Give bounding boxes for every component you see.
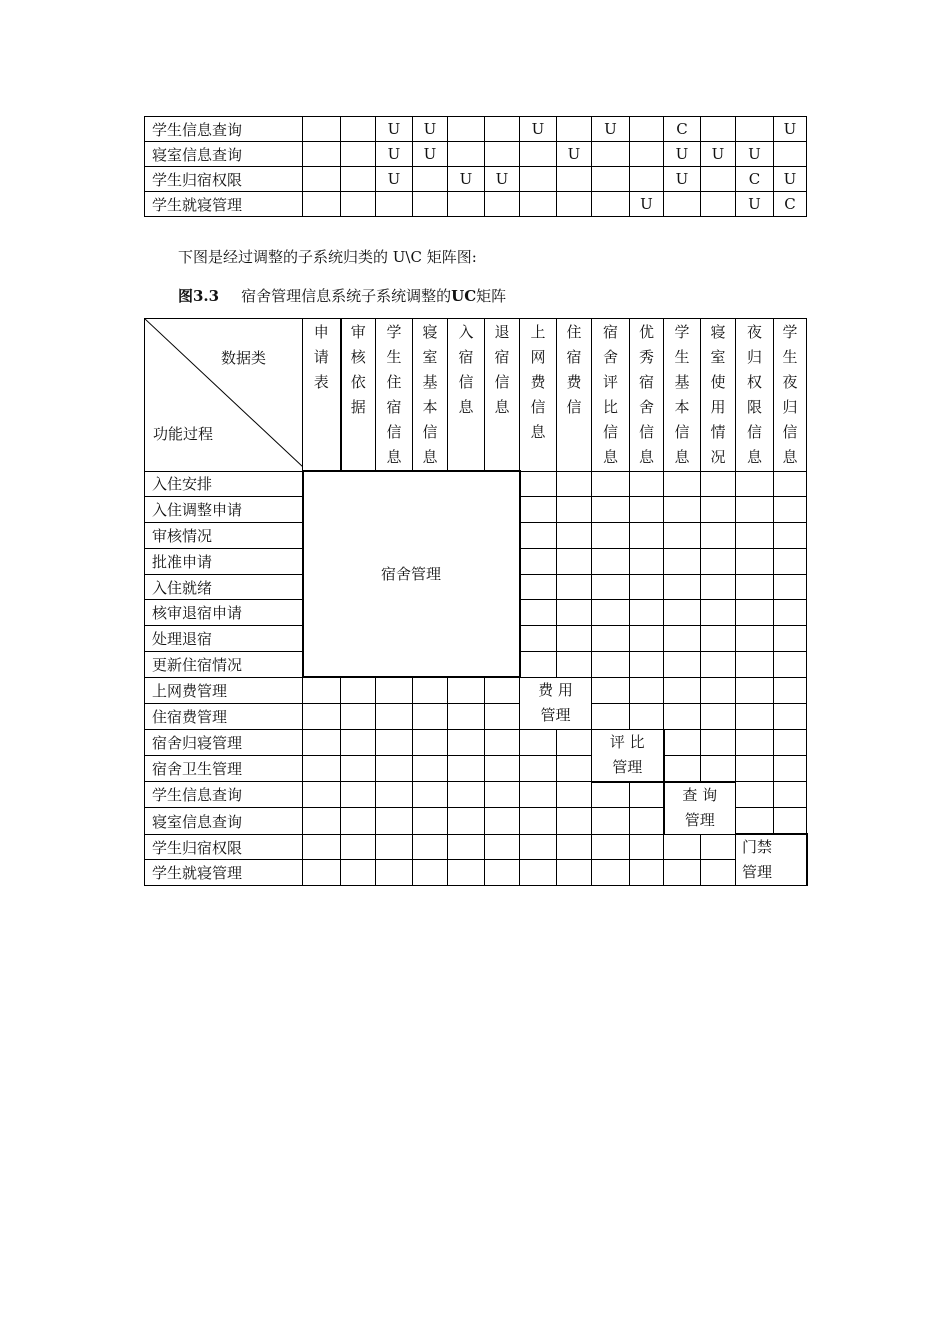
uc-cell xyxy=(376,192,413,217)
matrix-cell xyxy=(413,704,448,730)
matrix-cell xyxy=(448,729,485,755)
matrix-cell xyxy=(557,626,592,652)
matrix-cell xyxy=(448,834,485,860)
matrix-cell xyxy=(557,497,592,523)
matrix-cell xyxy=(557,729,592,755)
matrix-cell xyxy=(413,782,448,808)
matrix-cell xyxy=(630,497,664,523)
corner-process-label: 功能过程 xyxy=(153,425,214,443)
uc-cell: C xyxy=(736,167,774,192)
table-row xyxy=(145,729,807,755)
function-name: 更新住宿情况 xyxy=(145,652,303,678)
matrix-cell xyxy=(664,729,701,755)
matrix-cell xyxy=(413,677,448,703)
uc-cell xyxy=(557,167,592,192)
matrix-cell xyxy=(413,834,448,860)
matrix-cell xyxy=(774,548,807,574)
uc-cell xyxy=(701,117,736,142)
matrix-cell xyxy=(485,834,520,860)
matrix-cell xyxy=(630,704,664,730)
function-name: 宿舍归寝管理 xyxy=(145,729,303,755)
matrix-cell xyxy=(485,808,520,834)
uc-cell xyxy=(448,192,485,217)
uc-cell: U xyxy=(736,142,774,167)
intro-text: 下图是经过调整的子系统归类的 U\C 矩阵图: xyxy=(178,248,477,266)
matrix-cell xyxy=(448,860,485,886)
uc-cell: U xyxy=(448,167,485,192)
function-name: 住宿费管理 xyxy=(145,704,303,730)
matrix-cell xyxy=(520,652,557,678)
matrix-cell xyxy=(557,574,592,600)
matrix-cell xyxy=(592,497,630,523)
matrix-cell xyxy=(701,652,736,678)
function-name: 入住调整申请 xyxy=(145,497,303,523)
matrix-cell xyxy=(664,574,701,600)
matrix-cell xyxy=(520,782,557,808)
matrix-cell xyxy=(774,626,807,652)
table-row xyxy=(145,860,807,886)
matrix-cell xyxy=(630,574,664,600)
uc-cell xyxy=(736,117,774,142)
matrix-cell xyxy=(774,471,807,497)
matrix-cell xyxy=(630,860,664,886)
uc-cell xyxy=(448,117,485,142)
corner-cell xyxy=(145,319,303,472)
matrix-cell xyxy=(630,677,664,703)
matrix-cell xyxy=(664,704,701,730)
matrix-cell xyxy=(701,677,736,703)
uc-cell xyxy=(341,192,376,217)
uc-cell xyxy=(592,142,630,167)
matrix-cell xyxy=(376,704,413,730)
matrix-cell xyxy=(485,704,520,730)
uc-cell xyxy=(630,167,664,192)
matrix-cell xyxy=(303,860,341,886)
matrix-cell xyxy=(736,652,774,678)
group-dorm-management: 宿舍管理 xyxy=(303,471,520,677)
matrix-cell xyxy=(774,704,807,730)
table-row xyxy=(145,834,807,860)
matrix-cell xyxy=(664,677,701,703)
matrix-cell xyxy=(774,755,807,781)
table-row xyxy=(145,755,807,781)
matrix-cell xyxy=(701,860,736,886)
matrix-cell xyxy=(448,704,485,730)
matrix-cell xyxy=(485,755,520,781)
matrix-cell xyxy=(630,523,664,549)
matrix-cell xyxy=(303,834,341,860)
matrix-cell xyxy=(630,834,664,860)
matrix-cell xyxy=(557,808,592,834)
matrix-cell xyxy=(341,729,376,755)
matrix-cell xyxy=(736,471,774,497)
matrix-cell xyxy=(448,677,485,703)
column-header: 申 请 表 xyxy=(303,319,341,472)
table-row xyxy=(145,471,807,497)
uc-cell: C xyxy=(774,192,807,217)
uc-cell: C xyxy=(664,117,701,142)
matrix-cell xyxy=(736,626,774,652)
uc-cell xyxy=(520,167,557,192)
column-header: 寝 室 基 本 信 息 xyxy=(413,319,448,472)
matrix-cell xyxy=(736,523,774,549)
matrix-cell xyxy=(592,860,630,886)
uc-cell xyxy=(485,192,520,217)
uc-cell xyxy=(485,117,520,142)
function-name: 学生信息查询 xyxy=(145,782,303,808)
uc-cell xyxy=(448,142,485,167)
uc-cell: U xyxy=(413,117,448,142)
table-row xyxy=(145,704,807,730)
matrix-cell xyxy=(736,755,774,781)
table-row xyxy=(145,782,807,808)
matrix-cell xyxy=(376,808,413,834)
matrix-cell xyxy=(341,755,376,781)
uc-cell: U xyxy=(774,117,807,142)
uc-cell xyxy=(303,142,341,167)
matrix-cell xyxy=(520,523,557,549)
table-row xyxy=(145,117,807,142)
matrix-cell xyxy=(303,677,341,703)
matrix-cell xyxy=(664,755,701,781)
matrix-cell xyxy=(520,808,557,834)
uc-cell: U xyxy=(774,167,807,192)
matrix-cell xyxy=(341,834,376,860)
uc-cell xyxy=(701,167,736,192)
uc-cell xyxy=(485,142,520,167)
matrix-cell xyxy=(303,808,341,834)
function-name: 入住安排 xyxy=(145,471,303,497)
uc-cell: U xyxy=(413,142,448,167)
matrix-cell xyxy=(664,834,701,860)
function-name: 处理退宿 xyxy=(145,626,303,652)
function-name: 入住就绪 xyxy=(145,574,303,600)
matrix-cell xyxy=(592,652,630,678)
matrix-cell xyxy=(520,471,557,497)
matrix-cell xyxy=(664,600,701,626)
figure-caption: 图3.3 宿舍管理信息系统子系统调整的UC矩阵 xyxy=(178,287,507,305)
matrix-cell xyxy=(774,782,807,808)
uc-cell xyxy=(341,117,376,142)
matrix-cell xyxy=(630,471,664,497)
matrix-cell xyxy=(774,729,807,755)
matrix-cell xyxy=(376,782,413,808)
matrix-cell xyxy=(448,755,485,781)
uc-cell xyxy=(413,192,448,217)
table-row xyxy=(145,677,807,703)
matrix-cell xyxy=(774,523,807,549)
matrix-cell xyxy=(701,755,736,781)
uc-cell xyxy=(557,117,592,142)
matrix-cell xyxy=(303,704,341,730)
uc-cell: U xyxy=(376,142,413,167)
matrix-cell xyxy=(630,626,664,652)
matrix-cell xyxy=(701,600,736,626)
uc-cell xyxy=(592,192,630,217)
column-header: 夜 归 权 限 信 息 xyxy=(736,319,774,472)
matrix-cell xyxy=(341,704,376,730)
matrix-cell xyxy=(376,677,413,703)
matrix-cell xyxy=(774,808,807,834)
uc-cell xyxy=(774,142,807,167)
matrix-cell xyxy=(557,860,592,886)
function-name: 寝室信息查询 xyxy=(145,808,303,834)
column-header: 退 宿 信 息 xyxy=(485,319,520,472)
matrix-cell xyxy=(736,704,774,730)
matrix-cell xyxy=(592,808,630,834)
matrix-cell xyxy=(592,523,630,549)
matrix-cell xyxy=(701,574,736,600)
adjusted-uc-matrix xyxy=(144,318,808,886)
matrix-cell xyxy=(664,497,701,523)
matrix-cell xyxy=(592,704,630,730)
uc-cell: U xyxy=(557,142,592,167)
matrix-cell xyxy=(520,548,557,574)
matrix-cell xyxy=(485,677,520,703)
function-name: 学生归宿权限 xyxy=(145,167,303,192)
matrix-cell xyxy=(592,548,630,574)
matrix-cell xyxy=(557,548,592,574)
matrix-cell xyxy=(557,755,592,781)
function-name: 宿舍卫生管理 xyxy=(145,755,303,781)
matrix-cell xyxy=(520,626,557,652)
group-query-management: 查 询 管理 xyxy=(664,782,736,835)
uc-cell xyxy=(557,192,592,217)
matrix-cell xyxy=(376,729,413,755)
matrix-cell xyxy=(592,574,630,600)
matrix-cell xyxy=(592,834,630,860)
uc-cell xyxy=(592,167,630,192)
matrix-cell xyxy=(341,677,376,703)
uc-cell: U xyxy=(630,192,664,217)
matrix-cell xyxy=(303,755,341,781)
matrix-cell xyxy=(774,574,807,600)
matrix-cell xyxy=(664,860,701,886)
uc-cell xyxy=(303,192,341,217)
matrix-cell xyxy=(520,574,557,600)
matrix-cell xyxy=(376,860,413,886)
matrix-cell xyxy=(701,471,736,497)
matrix-cell xyxy=(701,548,736,574)
function-name: 上网费管理 xyxy=(145,677,303,703)
matrix-cell xyxy=(701,497,736,523)
matrix-cell xyxy=(664,548,701,574)
matrix-cell xyxy=(413,755,448,781)
matrix-cell xyxy=(557,834,592,860)
group-evaluation-management: 评 比 管理 xyxy=(592,729,664,781)
uc-cell xyxy=(630,117,664,142)
uc-cell xyxy=(664,192,701,217)
function-name: 学生就寝管理 xyxy=(145,860,303,886)
matrix-cell xyxy=(736,808,774,834)
matrix-cell xyxy=(413,808,448,834)
matrix-cell xyxy=(736,677,774,703)
column-header: 审 核 依 据 xyxy=(341,319,376,472)
matrix-cell xyxy=(736,729,774,755)
matrix-cell xyxy=(630,808,664,834)
function-name: 学生信息查询 xyxy=(145,117,303,142)
matrix-cell xyxy=(592,782,630,808)
function-name: 批准申请 xyxy=(145,548,303,574)
column-header: 学 生 基 本 信 息 xyxy=(664,319,701,472)
group-fee-management: 费 用 管理 xyxy=(520,677,592,729)
uc-cell xyxy=(701,192,736,217)
uc-cell: U xyxy=(520,117,557,142)
function-name: 寝室信息查询 xyxy=(145,142,303,167)
matrix-cell xyxy=(701,626,736,652)
table-row xyxy=(145,142,807,167)
column-header: 寝 室 使 用 情 况 xyxy=(701,319,736,472)
matrix-cell xyxy=(701,729,736,755)
matrix-cell xyxy=(630,600,664,626)
matrix-cell xyxy=(413,860,448,886)
matrix-cell xyxy=(592,471,630,497)
uc-cell xyxy=(630,142,664,167)
matrix-cell xyxy=(630,652,664,678)
table-row xyxy=(145,192,807,217)
figure-number: 图3.3 xyxy=(178,287,220,305)
matrix-cell xyxy=(774,652,807,678)
uc-cell xyxy=(520,192,557,217)
function-name: 审核情况 xyxy=(145,523,303,549)
uc-cell: U xyxy=(592,117,630,142)
column-header: 优 秀 宿 舍 信 息 xyxy=(630,319,664,472)
uc-cell xyxy=(520,142,557,167)
matrix-cell xyxy=(664,523,701,549)
uc-cell: U xyxy=(664,142,701,167)
matrix-cell xyxy=(485,782,520,808)
matrix-cell xyxy=(736,574,774,600)
matrix-cell xyxy=(592,626,630,652)
matrix-cell xyxy=(303,782,341,808)
uc-cell xyxy=(303,117,341,142)
matrix-cell xyxy=(341,808,376,834)
matrix-cell xyxy=(592,677,630,703)
matrix-cell xyxy=(557,600,592,626)
matrix-cell xyxy=(413,729,448,755)
matrix-cell xyxy=(520,755,557,781)
matrix-cell xyxy=(448,782,485,808)
matrix-cell xyxy=(520,834,557,860)
matrix-cell xyxy=(736,600,774,626)
matrix-cell xyxy=(736,782,774,808)
table-row xyxy=(145,167,807,192)
function-name: 学生归宿权限 xyxy=(145,834,303,860)
matrix-cell xyxy=(774,677,807,703)
uc-cell: U xyxy=(376,117,413,142)
matrix-header-row xyxy=(145,319,807,472)
matrix-cell xyxy=(736,548,774,574)
matrix-cell xyxy=(341,860,376,886)
matrix-cell xyxy=(341,782,376,808)
matrix-cell xyxy=(303,729,341,755)
matrix-cell xyxy=(774,497,807,523)
column-header: 学 生 夜 归 信 息 xyxy=(774,319,807,472)
matrix-cell xyxy=(520,600,557,626)
column-header: 入 宿 信 息 xyxy=(448,319,485,472)
uc-cell xyxy=(341,142,376,167)
matrix-cell xyxy=(557,523,592,549)
matrix-cell xyxy=(736,497,774,523)
column-header: 上 网 费 信 息 xyxy=(520,319,557,472)
matrix-cell xyxy=(520,729,557,755)
matrix-cell xyxy=(701,523,736,549)
matrix-cell xyxy=(774,600,807,626)
matrix-cell xyxy=(376,834,413,860)
matrix-cell xyxy=(557,652,592,678)
uc-cell: U xyxy=(701,142,736,167)
matrix-cell xyxy=(592,600,630,626)
matrix-cell xyxy=(664,652,701,678)
matrix-cell xyxy=(520,497,557,523)
matrix-cell xyxy=(701,704,736,730)
matrix-cell xyxy=(376,755,413,781)
group-access-control: 门禁 管理 xyxy=(736,834,807,886)
matrix-cell xyxy=(557,471,592,497)
matrix-cell xyxy=(485,860,520,886)
function-name: 核审退宿申请 xyxy=(145,600,303,626)
matrix-cell xyxy=(520,860,557,886)
matrix-cell xyxy=(557,782,592,808)
column-header: 住 宿 费 信 xyxy=(557,319,592,472)
matrix-cell xyxy=(630,782,664,808)
uc-cell: U xyxy=(376,167,413,192)
matrix-cell xyxy=(448,808,485,834)
matrix-cell xyxy=(664,471,701,497)
matrix-cell xyxy=(701,834,736,860)
corner-data-label: 数据类 xyxy=(221,349,267,367)
uc-cell xyxy=(413,167,448,192)
uc-cell xyxy=(303,167,341,192)
function-name: 学生就寝管理 xyxy=(145,192,303,217)
uc-cell: U xyxy=(664,167,701,192)
column-header: 学 生 住 宿 信 息 xyxy=(376,319,413,472)
matrix-cell xyxy=(664,626,701,652)
diagonal-line xyxy=(145,319,303,467)
uc-cell: U xyxy=(736,192,774,217)
uc-cell: U xyxy=(485,167,520,192)
column-header: 宿 舍 评 比 信 息 xyxy=(592,319,630,472)
uc-cell xyxy=(341,167,376,192)
top-uc-table xyxy=(144,116,807,217)
matrix-cell xyxy=(630,548,664,574)
matrix-cell xyxy=(485,729,520,755)
